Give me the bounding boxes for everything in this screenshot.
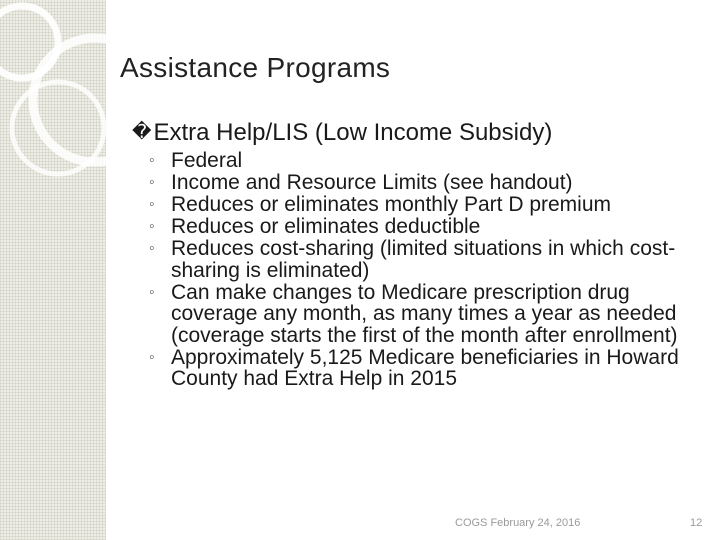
list-item: ◦ Reduces or eliminates deductible xyxy=(149,215,481,238)
ring-bullet-icon: ◦ xyxy=(149,348,155,366)
bullet-glyph-icon: � xyxy=(132,121,152,143)
list-item: ◦ Reduces or eliminates monthly Part D premium xyxy=(149,193,611,216)
list-item: ◦ Approximately 5,125 Medicare beneficiaries in Howard County had Extra Help in 2015 xyxy=(149,345,679,390)
slide-content xyxy=(132,117,698,390)
list-item: ◦ Income and Resource Limits (see handout) xyxy=(149,171,573,194)
ring-bullet-icon: ◦ xyxy=(149,283,155,301)
ring-bullet-icon: ◦ xyxy=(149,174,155,191)
decorative-circles xyxy=(0,0,160,200)
list-item: ◦ Reduces cost-sharing (limited situations in which cost-sharing is eliminated) xyxy=(149,237,676,282)
ring-bullet-icon: ◦ xyxy=(149,196,155,213)
main-bullet xyxy=(132,117,698,148)
footer-text: COGS February 24, 2016 xyxy=(455,517,581,529)
slide-title: Assistance Programs xyxy=(120,52,391,83)
ring-bullet-icon: ◦ xyxy=(149,218,155,235)
sub-bullet-list xyxy=(138,150,698,390)
ring-bullet-icon: ◦ xyxy=(149,240,155,257)
list-item: ◦ Can make changes to Medicare prescription drug coverage any month, as many times a year as needed (coverage starts the first of the month after enrollment) xyxy=(149,280,678,347)
main-bullet-text: Extra Help/LIS (Low Income Subsidy) xyxy=(153,119,553,146)
page-number: 12 xyxy=(690,517,703,529)
list-item: ◦ Federal xyxy=(149,149,243,172)
ring-bullet-icon: ◦ xyxy=(149,152,155,169)
